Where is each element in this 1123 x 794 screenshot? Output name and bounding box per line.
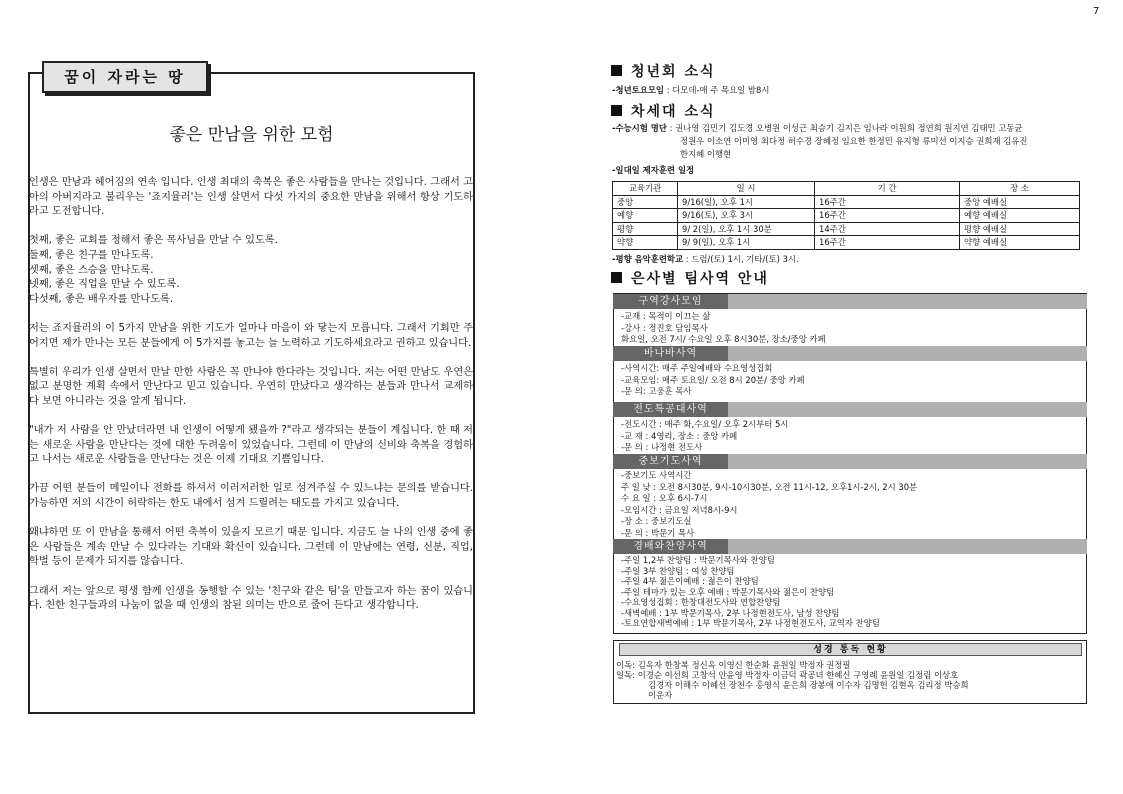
section-body: -중보기도 사역시간 주 일 낮 : 오전 8시30분, 9시-10시30분, 오전 11시-12, 오후1시-2시, 2시 30분 수 요 일 : 오후 6시-7시 -모임시간 : 금요일 저녁8시-9시 -장 소 : 중보기도실 -문 의 : 박문기 목사: [621, 470, 918, 538]
table-row: 약향 9/ 9(일), 오후 1시 16주간 약향 예배실: [613, 236, 1080, 250]
music-school: -평향 음악훈련학교 : 드럼/(토) 1시, 기타/(토) 3시.: [612, 254, 799, 264]
bible-reading-line: 이운자: [648, 690, 673, 700]
page-number: 7: [1093, 6, 1100, 17]
exam-list-cont: 정원우 이소연 이미영 최다정 허수경 장혜정 임요한 한정민 유지형 류미선 이지승 권희재 김유진: [680, 136, 1028, 146]
youth-meeting: -청년토요모임 : 디모데-매 주 목요일 밤8시: [612, 85, 770, 95]
bible-reading-line: 일독: 이경순 이선희 고창석 안윤영 박정자 이금덕 곽공녀 한혜신 구영례 윤원일 김정림 이상호: [616, 670, 959, 680]
essay-paragraph: "내가 저 사람을 안 만났더라면 내 인생이 어떻게 됐을까 ?"라고 생각되는 분들이 계십니다. 한 때 저는 새로운 사람을 만난다는 것에 대한 두려움이 있었습니다. 그런데 이 만남의 신비와 축복을 경험하고 나서는 새로운 사람들을 만난다는 것은 이제 기대요 기쁨입니다.: [29, 425, 473, 466]
section-header: 전도특공대사역: [613, 402, 1087, 417]
bible-reading-line: 김경자 이해수 이혜선 장천수 홍영식 윤은희 장봉애 이수자 김명헌 김현옥 김리정 박승희: [648, 680, 969, 690]
table-header: 장 소: [960, 182, 1080, 196]
next-gen-heading: 차세대 소식: [611, 101, 716, 121]
training-table: [612, 181, 1080, 250]
section-header: 경배와찬양사역: [613, 539, 1087, 554]
list-item: 넷째, 좋은 직업을 만날 수 있도록.: [29, 279, 180, 291]
essay-paragraph: 특별히 우리가 인생 살면서 만날 만한 사람은 꼭 만나야 한다라는 것입니다. 저는 어떤 만남도 우연은 없고 분명한 계획 속에서 만난다고 믿고 있습니다. 우연히 만났다고 생각하는 분들과 만나서 교제하다 보면 아니라는 것을 알게 됩니다.: [29, 366, 473, 407]
section-header: 중보기도사역: [613, 454, 1087, 469]
section-body: -전도시간 : 매주 화,수요일/ 오후 2시부터 5시 -교 재 : 4영리, 장소 : 중앙 카페 -문 의 : 나정현 전도사: [621, 419, 789, 452]
table-header: 교육기관: [613, 182, 678, 196]
square-bullet-icon: [611, 105, 622, 116]
table-header: 일 시: [678, 182, 815, 196]
table-row: 중앙 9/16(일), 오후 1시 16주간 중앙 예배실: [613, 195, 1080, 209]
essay-body: [29, 176, 473, 628]
section-header: 바나바사역: [613, 346, 1087, 361]
section-header: 구역강사모임: [613, 294, 1087, 309]
bible-reading-heading: 성경 통독 현황: [619, 643, 1082, 656]
exam-list-cont: 한지혜 이행현: [680, 149, 732, 159]
training-label: -일대일 제자훈련 일정: [612, 165, 695, 175]
essay-list: [29, 234, 473, 307]
list-item: 첫째, 좋은 교회를 정해서 좋은 목사님을 만날 수 있도록.: [29, 235, 278, 247]
section-body: -교재 : 목적이 이끄는 삶 -강사 : 정진호 담임목사 화요일, 오전 7시/ 수요일 오후 8시30분, 장소/중앙 카페: [621, 311, 826, 344]
column-tag: 꿈이 자라는 땅: [42, 61, 208, 93]
table-header-row: [613, 182, 1080, 196]
essay-paragraph: 인생은 만남과 헤어짐의 연속 입니다. 인생 최대의 축복은 좋은 사람들을 만나는 것입니다. 그래서 고아의 아버지라고 불리우는 '죠지뮬러'는 인생 살면서 다섯 가지의 중요한 만남을 위해서 항상 기도하라고 도전합니다.: [29, 177, 473, 218]
essay-paragraph: 왜냐하면 또 이 만남을 통해서 어떤 축복이 있을지 모르기 때문 입니다. 지금도 늘 나의 인생 중에 좋은 사람들은 계속 만날 수 있다라는 기대와 확신이 있습니다. 그런데 이 만남에는 연령, 신분, 직업, 학벌 등이 문제가 되지를 않습니다.: [29, 527, 473, 568]
table-header: 기 간: [815, 182, 960, 196]
list-item: 둘째, 좋은 친구를 만나도록.: [29, 249, 154, 261]
table-row: 예향 9/16(토), 오후 3시 16주간 예향 예배실: [613, 209, 1080, 223]
section-body: -주일 1,2부 찬양팀 : 박문기목사와 찬양팀 -주일 3부 찬양팀 : 여성 찬양팀 -주일 4부 젊은이예배 : 젊은이 찬양팀 -주일 테마가 있는 오후 예배 : 박문기목사와 젊은이 찬양팀 -수요영성집회 : 한창대전도사와 연합찬양팀 -새벽예배 : 1부 박문기목사, 2부 나정현전도사, 남성 찬양팀 -토요연합새벽예배 : 1부 박문기목사, 2부 나정현전도사, 교역자 찬양팀: [621, 555, 880, 628]
essay-title: 좋은 만남을 위한 모험: [169, 125, 334, 145]
essay-paragraph: 저는 죠지뮬러의 이 5가지 만남을 위한 기도가 얼마나 마음이 와 닿는지 모릅니다. 그래서 기회만 주어지면 제가 만나는 모든 분들에게 이 5가지를 놓고는 늘 노력하고 기도하세요라고 권하고 있습니다.: [29, 322, 473, 349]
bible-reading-line: 이독: 김옥자 한창복 정신옥 이영신 한순화 윤원일 박정자 권정필: [616, 660, 851, 670]
section-body: -사역시간: 매주 주일예배와 수요영성집회 -교육모임: 매주 토요일/ 오전 8시 20분/ 중앙 카페 -문 의: 고웅훈 목사: [621, 363, 805, 396]
exam-list: -수능시험 명단 : 권나영 김민기 김도경 오병원 이성근 최승기 김지은 임나라 이원희 정연희 원지연 김태민 고동균: [612, 123, 1023, 133]
list-item: 셋째, 좋은 스승을 만나도록.: [29, 264, 154, 276]
youth-heading: 청년회 소식: [611, 61, 716, 81]
ministry-heading: 은사별 팀사역 안내: [611, 268, 769, 288]
essay-paragraph: 그래서 저는 앞으로 평생 함께 인생을 동행할 수 있는 '친구와 같은 팀'을 만들고자 하는 꿈이 있습니다. 친한 친구들과의 나눔이 없을 때 인생의 참된 의미는 반으로 줄어 든다고 생각합니다.: [29, 585, 473, 612]
square-bullet-icon: [611, 65, 622, 76]
table-row: 평향 9/ 2(일), 오후 1시 30분 14주간 평향 예배실: [613, 222, 1080, 236]
square-bullet-icon: [611, 272, 622, 283]
essay-paragraph: 가끔 어떤 분들이 메일이나 전화를 하셔서 이러저러한 일로 섬겨주실 수 있느냐는 문의를 받습니다. 가능하면 저의 시간이 허락하는 한도 내에서 섬겨 드릴려는 태도를 가지고 있습니다.: [29, 483, 473, 510]
list-item: 다섯째, 좋은 배우자를 만나도록.: [29, 293, 174, 305]
